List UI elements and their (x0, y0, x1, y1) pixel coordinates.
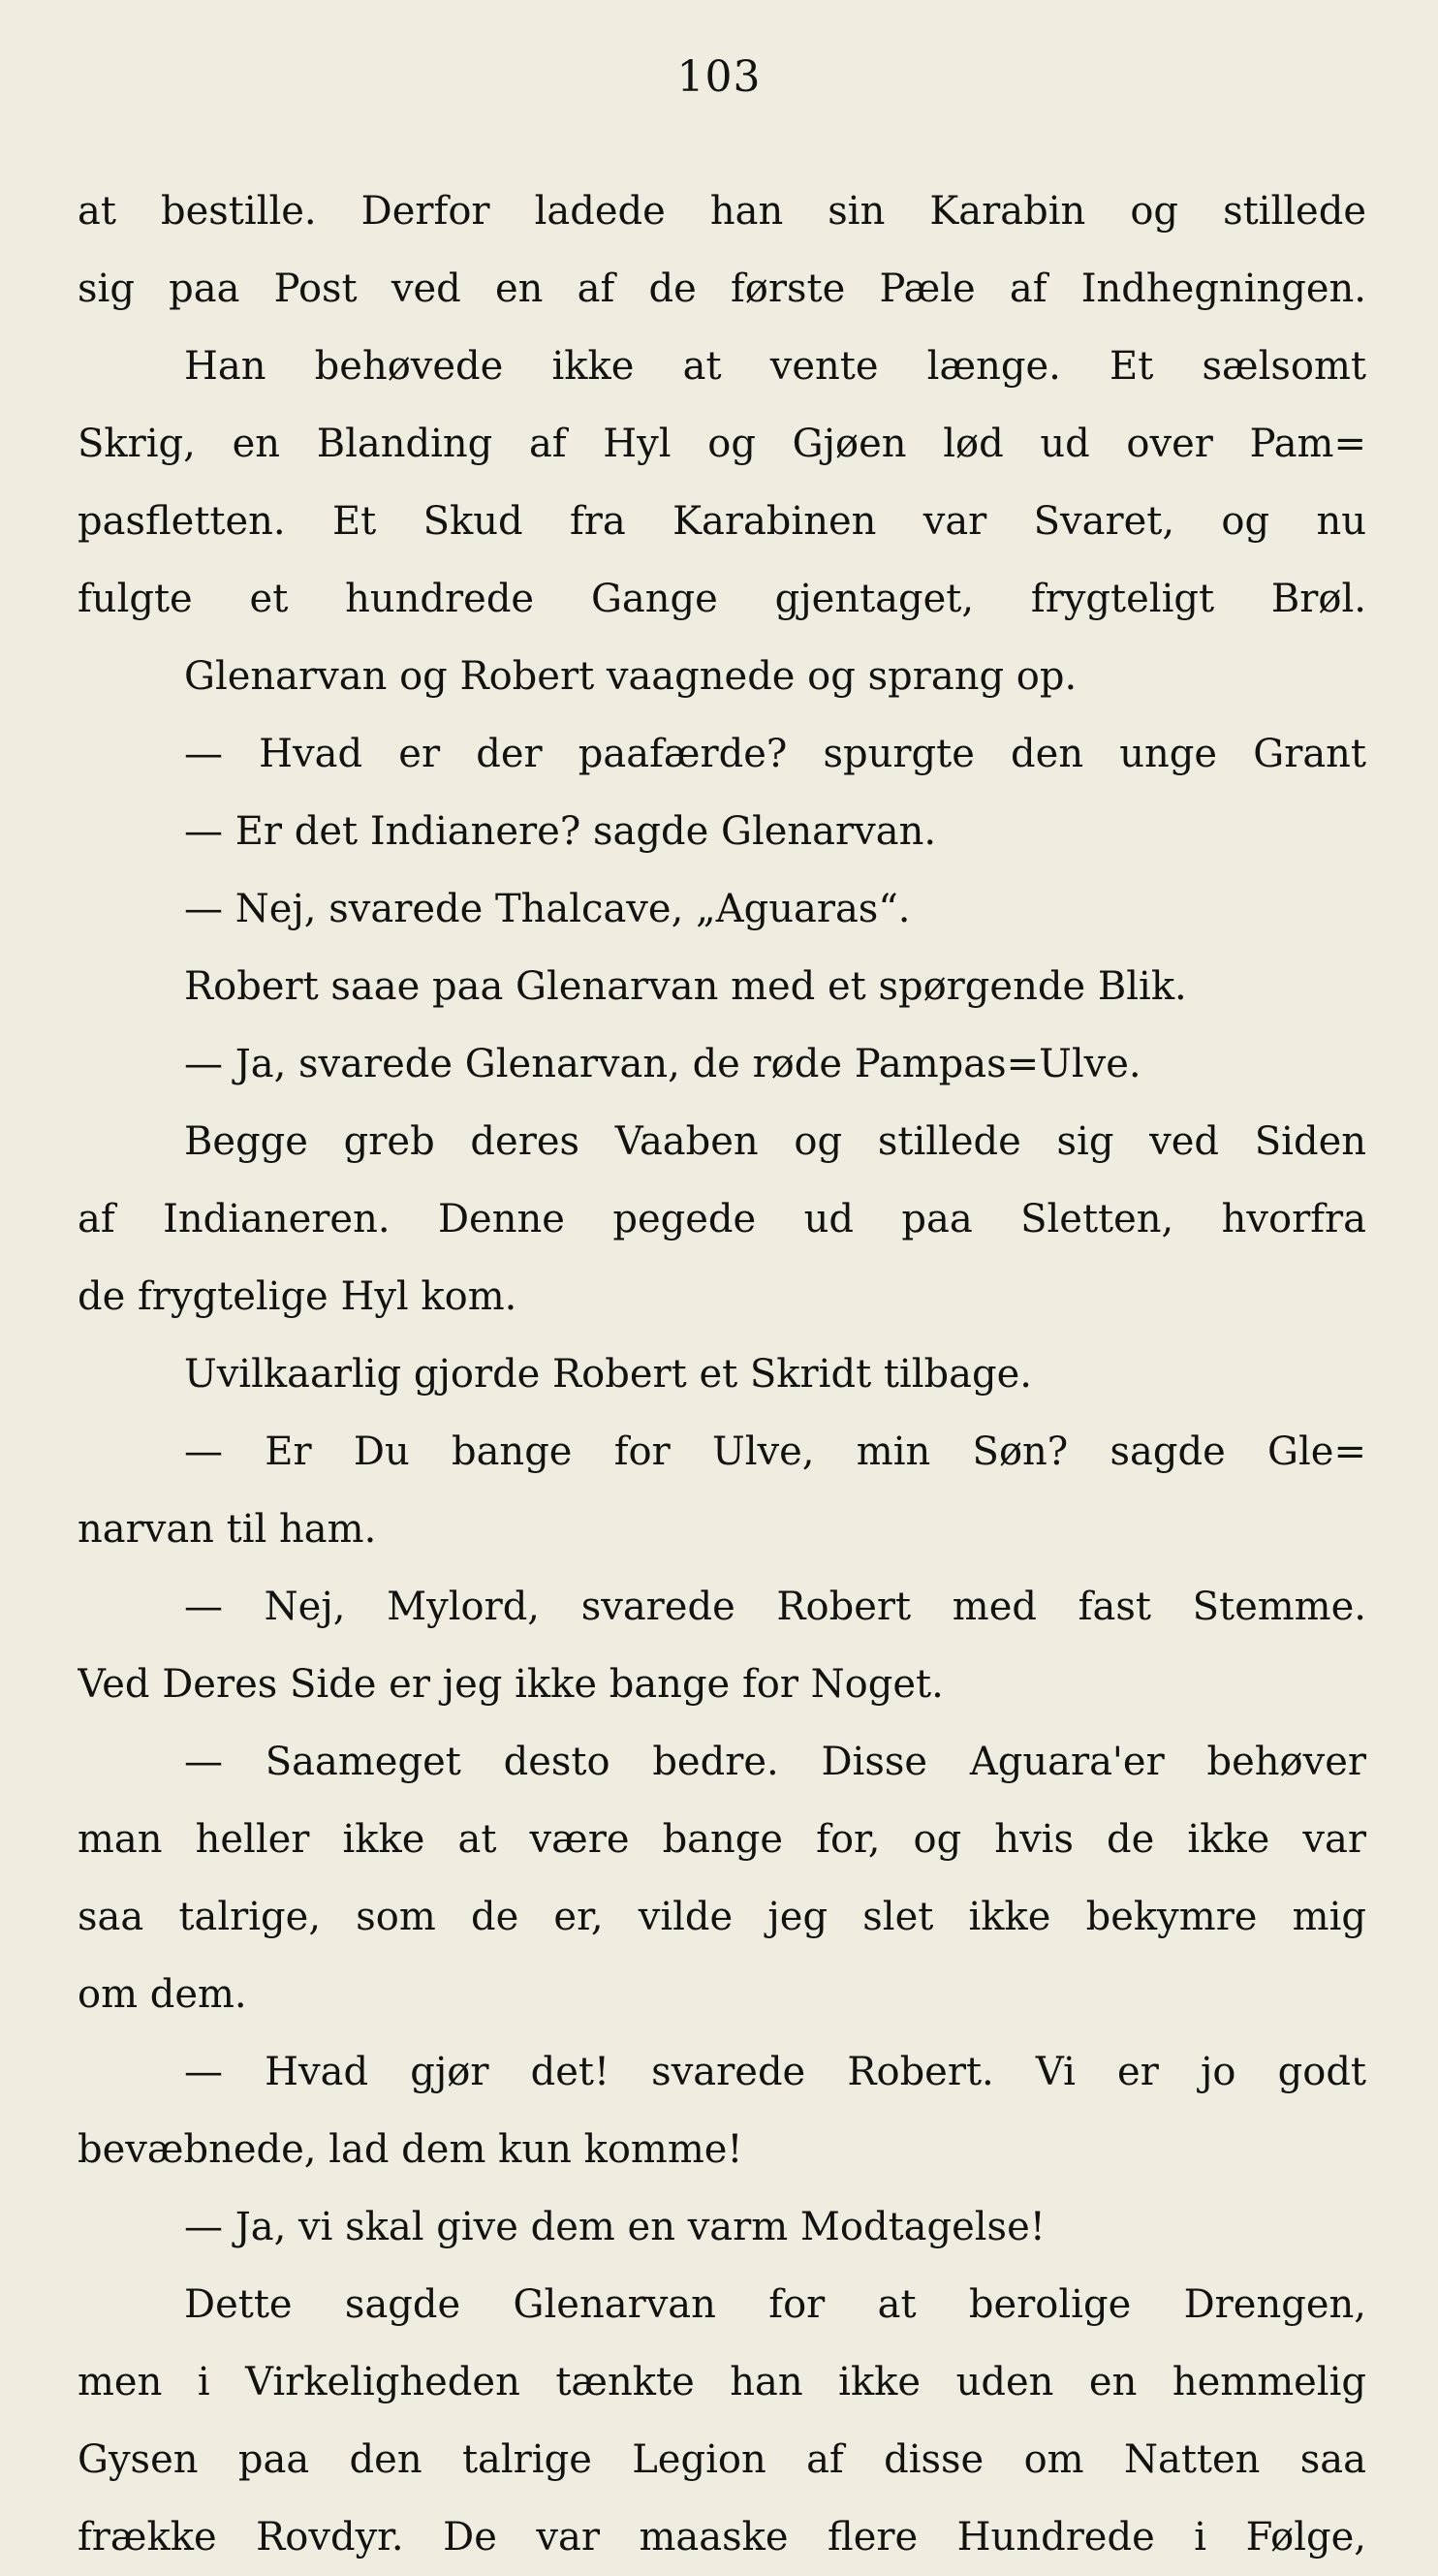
text-line: Glenarvan og Robert vaagnede og sprang op. (184, 654, 1078, 699)
text-line: — Er Du bange for Ulve, min Søn? sagde Gle= (184, 1429, 1366, 1474)
text-line: Gysen paa den talrige Legion af disse om Natten saa (78, 2437, 1366, 2482)
text-line: Robert saae paa Glenarvan med et spørgende Blik. (184, 964, 1187, 1009)
text-line: — Ja, vi skal give dem en varm Modtagelse! (184, 2205, 1046, 2249)
text-line: Skrig, en Blanding af Hyl og Gjøen lød ud over Pam= (78, 422, 1366, 466)
text-line: Begge greb deres Vaaben og stillede sig ved Siden (184, 1119, 1366, 1164)
text-line: men i Virkeligheden tænkte han ikke uden en hemmelig (78, 2360, 1366, 2404)
text-line: pasfletten. Et Skud fra Karabinen var Svaret, og nu (78, 499, 1366, 544)
page-body-text (78, 173, 1366, 2576)
text-line: Uvilkaarlig gjorde Robert et Skridt tilbage. (184, 1352, 1032, 1397)
text-line: sig paa Post ved en af de første Pæle af Indhegningen. (78, 267, 1366, 311)
text-line: saa talrige, som de er, vilde jeg slet ikke bekymre mig (78, 1895, 1366, 1939)
text-line: frække Rovdyr. De var maaske flere Hundrede i Følge, (78, 2515, 1366, 2560)
text-line: Ved Deres Side er jeg ikke bange for Noget. (78, 1662, 944, 1707)
text-line: — Ja, svarede Glenarvan, de røde Pampas=Ulve. (184, 1042, 1141, 1086)
text-line: af Indianeren. Denne pegede ud paa Sletten, hvorfra (78, 1197, 1366, 1241)
text-line: fulgte et hundrede Gange gjentaget, frygteligt Brøl. (78, 577, 1366, 621)
text-line: — Nej, Mylord, svarede Robert med fast Stemme. (184, 1585, 1366, 1629)
page-number: 103 (676, 52, 762, 102)
text-line: narvan til ham. (78, 1507, 377, 1552)
text-line: Dette sagde Glenarvan for at berolige Drengen, (184, 2282, 1366, 2327)
text-line: man heller ikke at være bange for, og hvis de ikke var (78, 1817, 1366, 1862)
text-line: — Hvad gjør det! svarede Robert. Vi er jo godt (184, 2050, 1366, 2094)
text-line: — Hvad er der paafærde? spurgte den unge Grant (184, 732, 1366, 776)
text-line: at bestille. Derfor ladede han sin Karabin og stillede (78, 189, 1366, 234)
text-line: de frygtelige Hyl kom. (78, 1274, 517, 1319)
text-line: bevæbnede, lad dem kun komme! (78, 2127, 743, 2172)
text-line: — Saameget desto bedre. Disse Aguara'er behøver (184, 1740, 1366, 1784)
text-line: — Er det Indianere? sagde Glenarvan. (184, 809, 937, 854)
text-line: — Nej, svarede Thalcave, „Aguaras“. (184, 887, 911, 931)
text-line: om dem. (78, 1972, 247, 2017)
text-line: Han behøvede ikke at vente længe. Et sælsomt (184, 344, 1366, 389)
